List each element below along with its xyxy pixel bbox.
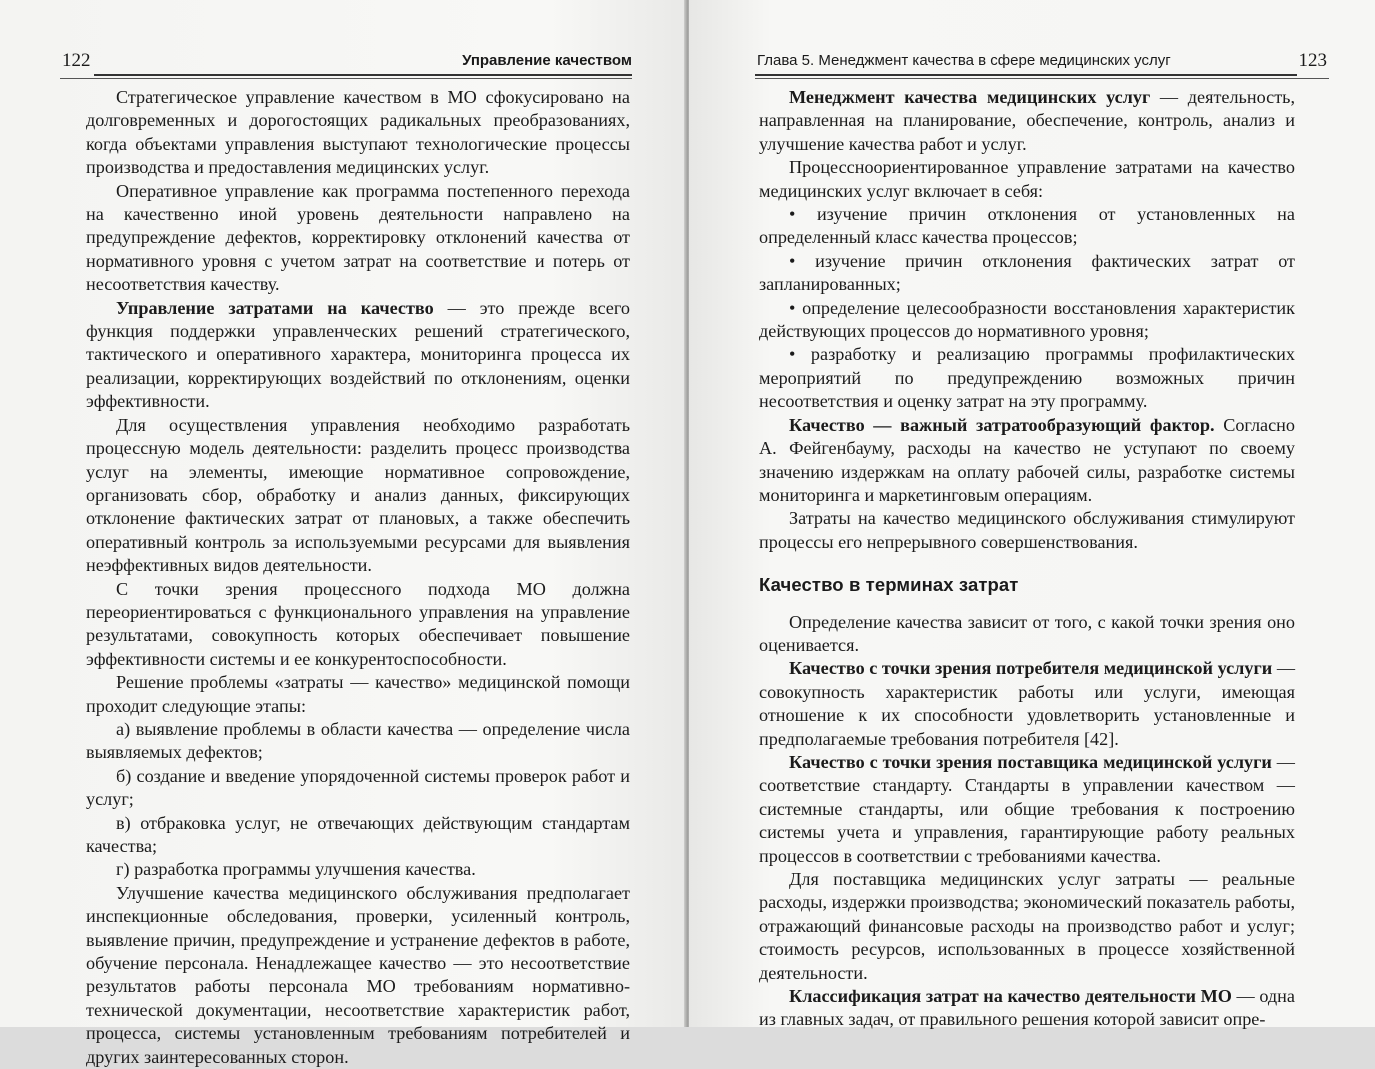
paragraph-text: • определение целесообразности восстановления характеристик действующих процессов до нормативного уровня;	[759, 297, 1295, 342]
running-head: Глава 5. Менеджмент качества в сфере медицинских услуг	[757, 52, 1171, 69]
paragraph-text: — одна из главных задач, от правильного решения которой зависит опре-	[759, 986, 1295, 1030]
paragraph-text: • изучение причин отклонения фактических затрат от запланированных;	[759, 250, 1295, 295]
right-paragraphs-before	[759, 86, 1295, 554]
paragraph	[86, 812, 630, 859]
paragraph	[86, 86, 630, 180]
page-number: 123	[1298, 50, 1327, 71]
paragraph	[86, 858, 630, 881]
paragraph-text: Затраты на качество медицинского обслуживания стимулируют процессы его непрерывного совершенствования.	[759, 508, 1295, 552]
paragraph-text: в) отбраковка услуг, не отвечающих действующим стандартам качества;	[86, 812, 630, 856]
paragraph	[86, 671, 630, 718]
paragraph-text: Стратегическое управление качеством в МО сфокусировано на долговременных и дорогостоящих радикальных преобразованиях, когда объектами управления выступают технологические процессы производства и предоставления медицинских услуг.	[86, 87, 630, 178]
paragraph	[759, 868, 1295, 985]
page-number: 122	[62, 50, 91, 71]
paragraph-lead-term: Классификация затрат на качество деятельности МО	[789, 986, 1232, 1007]
paragraph-text: Улучшение качества медицинского обслуживания предполагает инспекционные обследования, проверки, усиленный контроль, выявление причин, предупреждение и устранение дефектов в работе, обучение персонала. Ненадлежащее качество — это несоответствие результатов работы персонала МО требованиям нормативно-технической документации, несоответствие характеристик работ, процесса, системы установленным требованиям потребителей и других заинтересованных сторон.	[86, 882, 630, 1067]
paragraph	[759, 414, 1295, 508]
paragraph	[759, 611, 1295, 658]
paragraph-text: г) разработка программы улучшения качества.	[116, 859, 476, 880]
right-page	[689, 0, 1375, 1030]
paragraph	[86, 578, 630, 672]
paragraph	[86, 180, 630, 297]
section-heading: Качество в терминах затрат	[759, 574, 1019, 596]
paragraph-lead-term: Качество с точки зрения поставщика медицинской услуги	[789, 751, 1272, 772]
paragraph-text: — совокупность характеристик работы или услуги, имеющая отношение к их способности удовлетворить установленные и предполагаемые требования потребителя [42].	[759, 658, 1296, 749]
paragraph	[86, 297, 630, 414]
paragraph	[759, 297, 1295, 344]
paragraph-lead-term: Качество — важный затратообразующий фактор.	[789, 414, 1215, 435]
paragraph-text: — это прежде всего функция поддержки управленческих решений стратегического, тактического и оперативного характера, мониторинга процесса их реализации, корректирующих воздействий по отклонениям, оценки эффективности.	[86, 297, 630, 412]
paragraph	[759, 657, 1295, 751]
paragraph	[86, 718, 630, 765]
paragraph-text: Решение проблемы «затраты — качество» медицинской помощи проходит следующие этапы:	[86, 672, 630, 716]
paragraph-text: • изучение причин отклонения от установленных на определенный класс качества процессов;	[759, 204, 1295, 248]
paragraph	[759, 985, 1295, 1032]
right-page-text	[759, 86, 1295, 1032]
running-head: Управление качеством	[462, 52, 632, 69]
paragraph	[86, 414, 630, 578]
header-rule	[755, 74, 1297, 76]
paragraph	[759, 86, 1295, 156]
paragraph-lead-term: Качество с точки зрения потребителя медицинской услуги	[789, 658, 1273, 679]
header-rule-thin	[755, 78, 1329, 79]
paragraph	[759, 250, 1295, 297]
paragraph-text: а) выявление проблемы в области качества — определение числа выявляемых дефектов;	[86, 718, 630, 763]
paragraph-text: Оперативное управление как программа постепенного перехода на качественно иной уровень деятельности направлено на предупреждение дефектов, корректировку отклонений качества от нормативного уровня с учетом затрат на соответствие и потерь от несоответствия качеству.	[86, 180, 630, 295]
paragraph-text: Для поставщика медицинских услуг затраты — реальные расходы, издержки производства; экономический показатель работы, отражающий финансовые расходы на производство работ и услуг; стоимость ресурсов, использованных в процессе хозяйственной деятельности.	[759, 869, 1295, 983]
paragraph-text: — соответствие стандарту. Стандарты в управлении качеством — системные стандарты, или общие требования к построению системы учета и управления, гарантирующие работу реальных процессов в соответствии с требованиями качества.	[759, 751, 1295, 866]
paragraph-text: Для осуществления управления необходимо разработать процессную модель деятельности: разделить процесс производства услуг на элементы, имеющие нормативное сопровождение, организовать сбор, обработку и анализ данных, фиксирующих отклонение фактических затрат от плановых, а также обеспечить оперативный контроль за используемыми ресурсами для выявления неэффективных видов деятельности.	[86, 414, 630, 576]
paragraph-lead-term: Управление затратами на качество	[116, 297, 434, 318]
paragraph	[86, 882, 630, 1069]
paragraph-text: С точки зрения процессного подхода МО должна переориентироваться с функционального управления на управление результатами, совокупность которых обеспечивает повышение эффективности системы и ее конкурентоспособности.	[86, 578, 630, 669]
paragraph	[759, 156, 1295, 203]
paragraph	[86, 765, 630, 812]
header-rule-thin	[60, 78, 632, 79]
right-paragraphs-after	[759, 611, 1295, 1032]
paragraph	[759, 751, 1295, 868]
paragraph-text: Определение качества зависит от того, с какой точки зрения оно оценивается.	[759, 611, 1295, 655]
left-page	[0, 0, 686, 1067]
paragraph-text: б) создание и введение упорядоченной системы проверок работ и услуг;	[86, 765, 630, 810]
paragraph-text: Процессноориентированное управление затратами на качество медицинских услуг включает в себя:	[759, 157, 1295, 201]
paragraph	[759, 343, 1295, 413]
paragraph	[759, 203, 1295, 250]
paragraph	[759, 507, 1295, 554]
paragraph-text: — деятельность, направленная на планирование, обеспечение, контроль, анализ и улучшение качества работ и услуг.	[759, 87, 1295, 154]
header-rule	[94, 74, 632, 76]
left-page-text	[86, 86, 630, 1069]
paragraph-text: Согласно А. Фейгенбауму, расходы на качество не уступают по своему значению издержкам на оплату рабочей силы, разработке системы мониторинга и маркетинговым операциям.	[759, 414, 1295, 505]
paragraph-text: • разработку и реализацию программы профилактических мероприятий по предупреждению возможных причин несоответствия и оценку затрат на эту программу.	[759, 344, 1295, 412]
paragraph-lead-term: Менеджмент качества медицинских услуг	[789, 87, 1151, 107]
